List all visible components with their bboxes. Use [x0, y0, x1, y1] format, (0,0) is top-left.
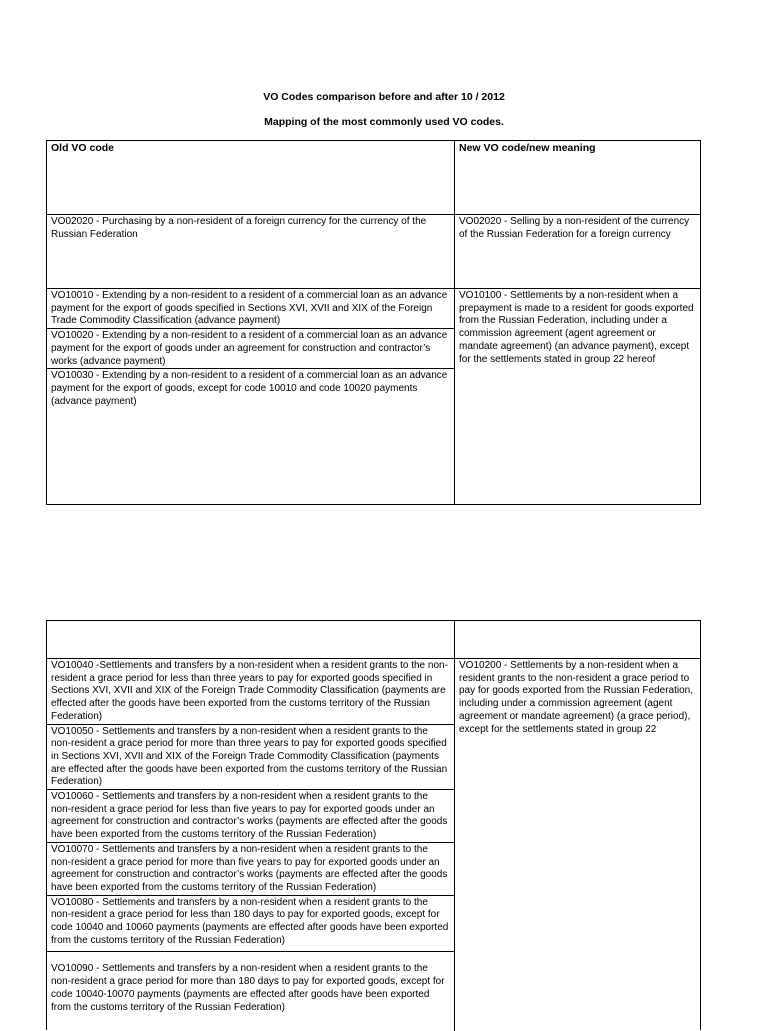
new-code-text: VO10100 - Settlements by a non-resident when a prepayment is made to a resident for goods exported from the Russian Federation, including under a commission agreement (agent agreement or mandate agreement) (an advance payment), except for the settlements stated in group 22 hereof	[459, 290, 694, 365]
header-cell-new	[455, 141, 700, 214]
old-code-cell	[47, 659, 455, 1031]
old-code-entry: VO10090 - Settlements and transfers by a non-resident when a resident grants to the non-resident a grace period for more than 180 days to pay for exported goods, except for code 10040-10070 payments (payments are effected after goods have been exported from the customs territory of the Russian Federation)	[51, 963, 445, 1013]
old-code-cell	[47, 289, 455, 504]
table-header-row	[47, 621, 700, 659]
table-header-row	[47, 141, 700, 215]
table-row	[47, 659, 700, 1031]
header-cell-old	[47, 141, 455, 214]
old-code-entry: VO10070 - Settlements and transfers by a non-resident when a resident grants to the non-resident a grace period for more than five years to pay for exported goods under an agreement for construction and contractor’s works (payments are effected after the goods have been exported from the customs territory of the Russian Federation)	[47, 843, 454, 896]
new-code-text: VO10200 - Settlements by a non-resident when a resident grants to the non-resident a grace period to pay for goods exported from the Russian Federation, including under a commission agreement (agent agreement or mandate agreement) (a grace period), except for the settlements stated in group 22	[459, 660, 694, 735]
header-new-vo-code: New VO code/new meaning	[459, 142, 596, 154]
old-code-entry: VO10020 - Extending by a non-resident to a resident of a commercial loan as an advance payment for the export of goods under an agreement for construction and contractor’s works (advance payment)	[47, 329, 454, 369]
old-code-entry: VO10010 - Extending by a non-resident to a resident of a commercial loan as an advance payment for the export of goods specified in Sections XVI, XVII and XIX of the Foreign Trade Commodity Classification (advance payment)	[47, 289, 454, 329]
mapping-table-2	[46, 620, 701, 1030]
old-code-entry: VO10080 - Settlements and transfers by a non-resident when a resident grants to the non-resident a grace period for less than 180 days to pay for exported goods, except for code 10040 and 10060 payments (payments are effected after goods have been exported from the customs territory of the Russian Federation)	[47, 896, 454, 953]
new-code-cell	[455, 215, 700, 288]
table-row	[47, 289, 700, 504]
new-code-cell	[455, 289, 700, 504]
table-row	[47, 215, 700, 289]
document-title: VO Codes comparison before and after 10 / 2012	[263, 91, 505, 103]
empty-header-cell	[455, 621, 700, 658]
old-code-entry: VO10050 - Settlements and transfers by a non-resident when a resident grants to the non-resident a grace period for more than three years to pay for exported goods specified in Sections XVI, XVII and XIX of the Foreign Trade Commodity Classification (payments are effected after the goods have been exported from the customs territory of the Russian Federation)	[47, 725, 454, 791]
old-code-cell	[47, 215, 455, 288]
new-code-cell	[455, 659, 700, 1031]
old-code-entry: VO10060 - Settlements and transfers by a non-resident when a resident grants to the non-resident a grace period for less than five years to pay for exported goods under an agreement for construction and contractor’s works (payments are effected after the goods have been exported from the customs territory of the Russian Federation)	[47, 790, 454, 843]
empty-header-cell	[47, 621, 455, 658]
old-code-entry: VO10040 -Settlements and transfers by a non-resident when a resident grants to the non-resident a grace period for less than three years to pay for exported goods specified in Sections XVI, XVII and XIX of the Foreign Trade Commodity Classification (payments are effected after the goods have been exported from the customs territory of the Russian Federation)	[47, 659, 454, 725]
mapping-table-1	[46, 140, 701, 505]
old-code-entry: VO10030 - Extending by a non-resident to a resident of a commercial loan as an advance payment for the export of goods, except for code 10010 and code 10020 payments (advance payment)	[51, 370, 448, 407]
header-old-vo-code: Old VO code	[51, 142, 115, 154]
old-code-text: VO02020 - Purchasing by a non-resident of a foreign currency for the currency of the Russian Federation	[51, 216, 427, 240]
new-code-text: VO02020 - Selling by a non-resident of the currency of the Russian Federation for a foreign currency	[459, 216, 690, 240]
document-subtitle: Mapping of the most commonly used VO codes.	[264, 116, 504, 128]
